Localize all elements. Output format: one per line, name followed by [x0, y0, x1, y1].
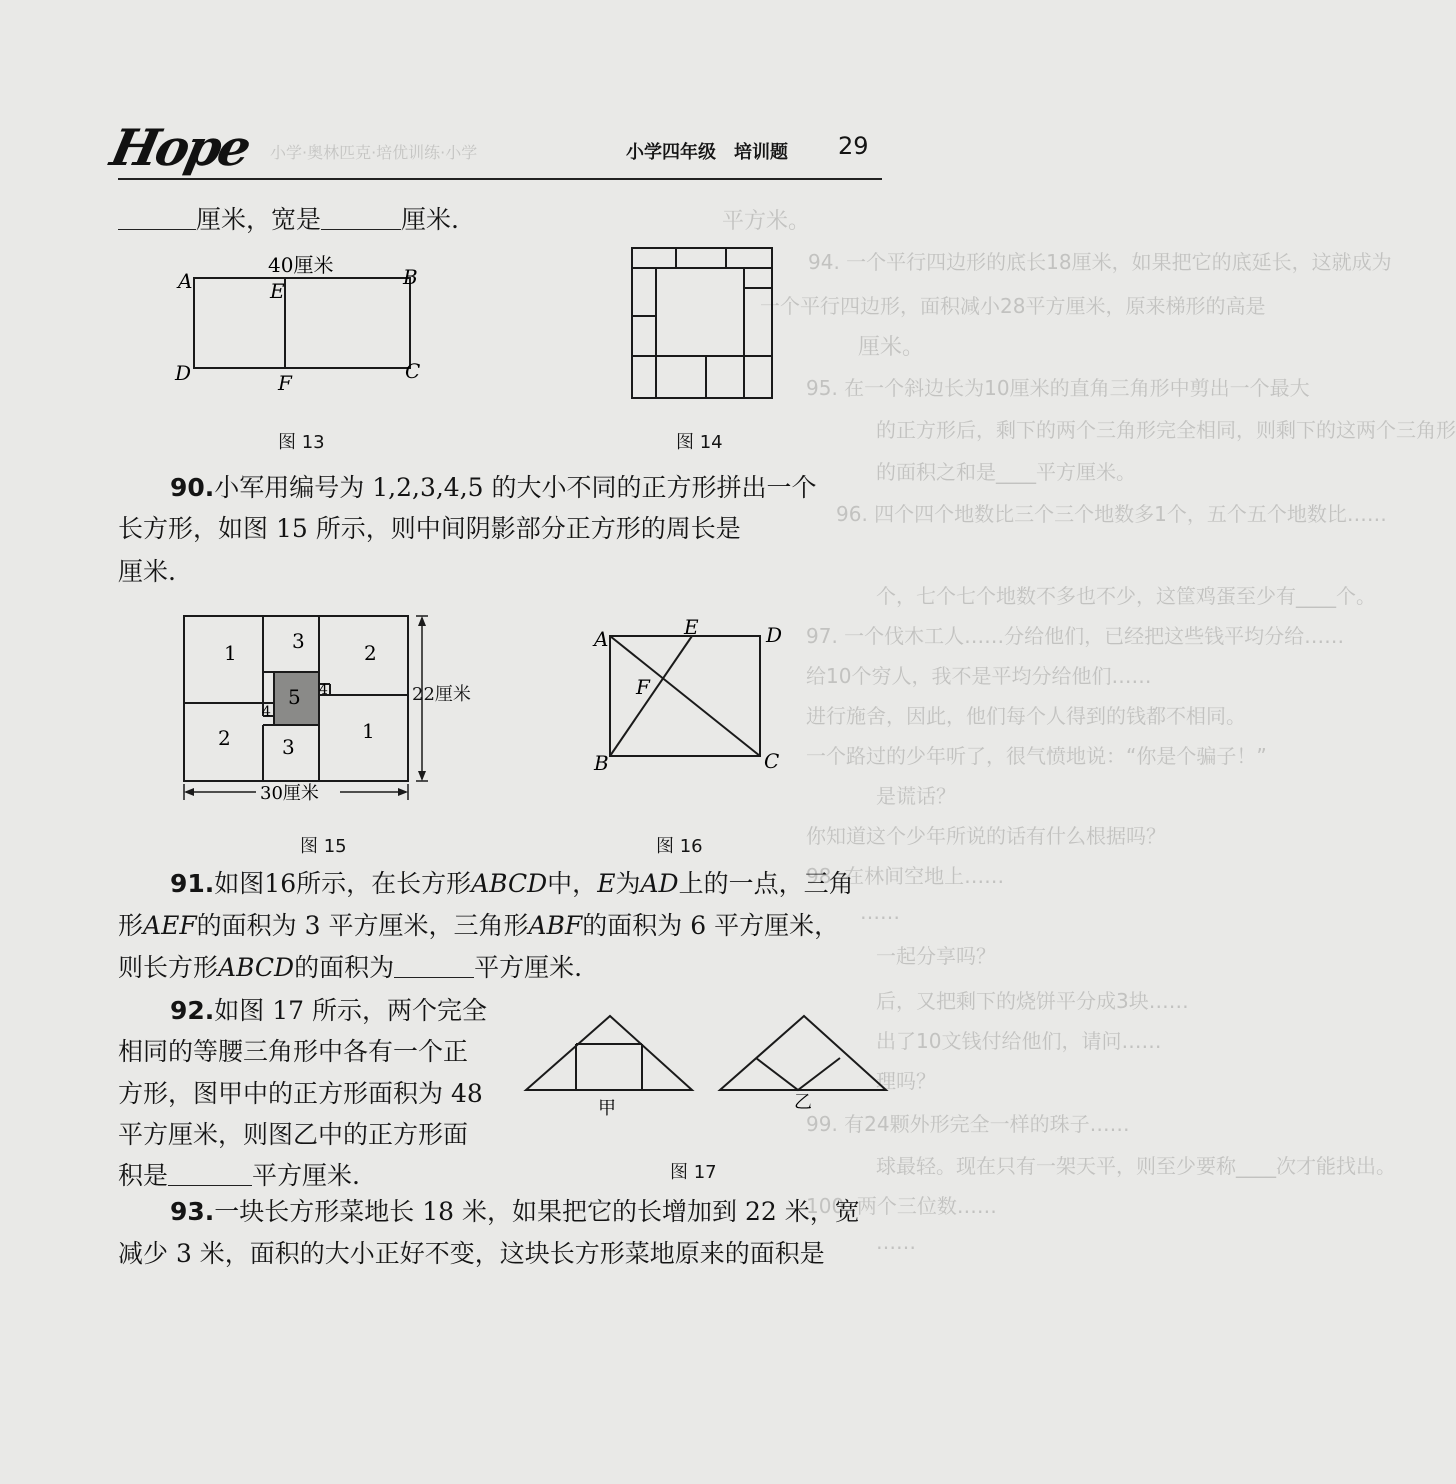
bleed-line: 平方米。 [722, 209, 811, 234]
bleed-line: 出了10文钱付给他们，请问…… [876, 1029, 1162, 1053]
bleed-line: 97. 一个伐木工人……分给他们，已经把这些钱平均分给…… [806, 624, 1345, 648]
bleed-line: 95. 在一个斜边长为10厘米的直角三角形中剪出一个最大 [806, 376, 1310, 400]
q91-text: 为 [615, 869, 641, 898]
q91-math: ABF [528, 911, 583, 940]
q92-number: 92. [170, 996, 215, 1025]
header-divider [118, 178, 882, 180]
figure-13 [170, 248, 430, 398]
fig13-label-e: E [270, 279, 285, 303]
bleed-line: 是谎话？ [876, 784, 956, 808]
fig15-square-label: 5 [288, 685, 301, 709]
q93-line1 [170, 1198, 860, 1227]
q91-text: 上的一点，三角 [678, 869, 854, 898]
fig14-outer [632, 248, 772, 398]
q91-line3 [118, 954, 582, 983]
fig16-label-e: E [684, 615, 699, 639]
q91-text: 平方厘米. [474, 953, 583, 982]
fig15-square-label: 1 [224, 641, 237, 665]
fig13-label-b: B [403, 265, 418, 289]
q93-number: 93. [170, 1197, 215, 1226]
bleed-line: 厘米。 [858, 335, 925, 360]
q89-unit1: 厘米，宽是 [196, 205, 322, 234]
q91-text: 的面积为 3 平方厘米，三角形 [196, 911, 529, 940]
fig15-square-label: 2 [218, 726, 231, 750]
q93-text: 一块长方形菜地长 18 米，如果把它的长增加到 22 米，宽 [214, 1197, 860, 1226]
bleed-line: 你知道这个少年所说的话有什么根据吗？ [806, 824, 1166, 848]
q89-tail [118, 206, 459, 235]
bleed-line: 99. 有24颗外形完全一样的珠子…… [806, 1112, 1130, 1136]
q91-text: 形 [118, 911, 144, 940]
q91-math: ABCD [471, 869, 548, 898]
q90-line1 [170, 474, 817, 503]
fig15-square-label: 1 [362, 719, 375, 743]
q92-text: 积是 [118, 1161, 169, 1190]
bleed-line: 96. 四个四个地数比三个三个地数多1个，五个五个地数比…… [836, 502, 1387, 526]
fig15-width-label: 30厘米 [260, 783, 319, 804]
fig15-height-label: 22厘米 [412, 684, 471, 705]
fig13-caption: 图 13 [278, 432, 325, 453]
bleed-line: 的面积之和是____平方厘米。 [876, 460, 1136, 484]
fig15-caption: 图 15 [300, 836, 347, 857]
fig15-square-label: 3 [292, 629, 305, 653]
fig13-label-d: D [175, 361, 192, 385]
q92-line1 [170, 997, 487, 1026]
q91-math: E [597, 869, 616, 898]
fig15-square-label: 3 [282, 735, 295, 759]
fig17-label-yi: 乙 [794, 1092, 812, 1113]
q91-number: 91. [170, 869, 215, 898]
bleed-line: 100. 两个三位数…… [806, 1194, 997, 1218]
answer-blank [321, 207, 401, 230]
bleed-line: 后，又把剩下的烧饼平分成3块…… [876, 989, 1189, 1013]
bleed-line: 理吗？ [876, 1069, 936, 1093]
bleed-line: 94. 一个平行四边形的底长18厘米，如果把它的底延长，这就成为 [808, 250, 1392, 274]
answer-blank [394, 955, 474, 978]
fig13-dimension: 40厘米 [268, 253, 334, 277]
fig17-triangle-jia [526, 1016, 692, 1090]
bleed-line: …… [876, 1230, 916, 1254]
fig16-label-d: D [766, 623, 783, 647]
q92-text: 如图 17 所示，两个完全 [214, 996, 488, 1025]
bleed-line: 98. 在林间空地上…… [806, 864, 1005, 888]
q90-line3: 厘米. [118, 557, 176, 586]
figure-16 [588, 614, 798, 774]
fig15-square-label: 2 [364, 641, 377, 665]
q91-line2 [118, 912, 839, 941]
bleed-line: 个，七个七个地数不多也不少，这筐鸡蛋至少有____个。 [876, 584, 1376, 608]
q90-text-1: 小军用编号为 1,2,3,4,5 的大小不同的正方形拼出一个 [214, 473, 817, 502]
fig13-label-c: C [405, 359, 421, 383]
fig16-label-c: C [764, 749, 780, 773]
q91-text: 如图16所示，在长方形 [214, 869, 472, 898]
q90-line2: 长方形，如图 15 所示，则中间阴影部分正方形的周长是 [118, 514, 741, 543]
answer-blank [118, 207, 196, 230]
q91-math: AEF [143, 911, 197, 940]
q90-number: 90. [170, 473, 215, 502]
figure-15 [176, 608, 496, 804]
fig14-caption: 图 14 [676, 432, 723, 453]
figure-17 [520, 1010, 890, 1120]
fig17-label-jia: 甲 [598, 1098, 616, 1119]
q91-math: AD [640, 869, 679, 898]
q89-unit2: 厘米. [401, 205, 459, 234]
fig13-rectangle [194, 278, 410, 368]
fig16-line-be [610, 636, 692, 756]
answer-blank [168, 1163, 252, 1186]
fig17-triangle-yi [720, 1016, 886, 1090]
bleed-line: 的正方形后，剩下的两个三角形完全相同，则剩下的这两个三角形 [876, 418, 1456, 442]
fig15-square-label: 4 [319, 682, 328, 698]
fig13-label-f: F [278, 371, 292, 395]
q91-math: ABCD [218, 953, 295, 982]
q91-text: 的面积为 [294, 953, 395, 982]
bleed-line: …… [860, 900, 900, 924]
bleed-line: 进行施舍，因此，他们每个人得到的钱都不相同。 [806, 704, 1246, 728]
q91-text: 的面积为 6 平方厘米， [582, 911, 840, 940]
fig16-diagonal-ac [610, 636, 760, 756]
q92-text: 平方厘米. [252, 1161, 360, 1190]
fig16-label-f: F [636, 675, 650, 699]
figure-14 [626, 244, 776, 404]
q92-line5 [118, 1162, 360, 1191]
hope-logo: Hope [105, 118, 254, 177]
q91-line1 [170, 870, 854, 899]
bleed-line: 一个平行四边形，面积减小28平方厘米，原来梯形的高是 [760, 294, 1266, 318]
grade-label: 小学四年级 培训题 [626, 142, 788, 163]
bleed-line: 给10个穷人，我不是平均分给他们…… [806, 664, 1152, 688]
fig16-label-b: B [594, 751, 609, 775]
fig17-caption: 图 17 [670, 1162, 717, 1183]
page-number: 29 [838, 132, 869, 160]
q91-text: 中， [547, 869, 598, 898]
q91-text: 则长方形 [118, 953, 219, 982]
q92-line4: 平方厘米，则图乙中的正方形面 [118, 1120, 469, 1149]
fig16-label-a: A [594, 627, 609, 651]
fig13-label-a: A [178, 269, 193, 293]
fig15-square-label: 4 [262, 704, 271, 720]
q92-line3: 方形，图甲中的正方形面积为 48 [118, 1079, 483, 1108]
q92-line2: 相同的等腰三角形中各有一个正 [118, 1037, 469, 1066]
q93-line2: 减少 3 米，面积的大小正好不变，这块长方形菜地原来的面积是 [118, 1239, 825, 1268]
bleed-line: 球最轻。现在只有一架天平，则至少要称____次才能找出。 [876, 1154, 1396, 1178]
bleed-line: 一个路过的少年听了，很气愤地说：“你是个骗子！” [806, 744, 1267, 768]
series-title-faint: 小学·奥林匹克·培优训练·小学 [270, 143, 478, 162]
fig16-caption: 图 16 [656, 836, 703, 857]
bleed-line: 一起分享吗？ [876, 944, 996, 968]
